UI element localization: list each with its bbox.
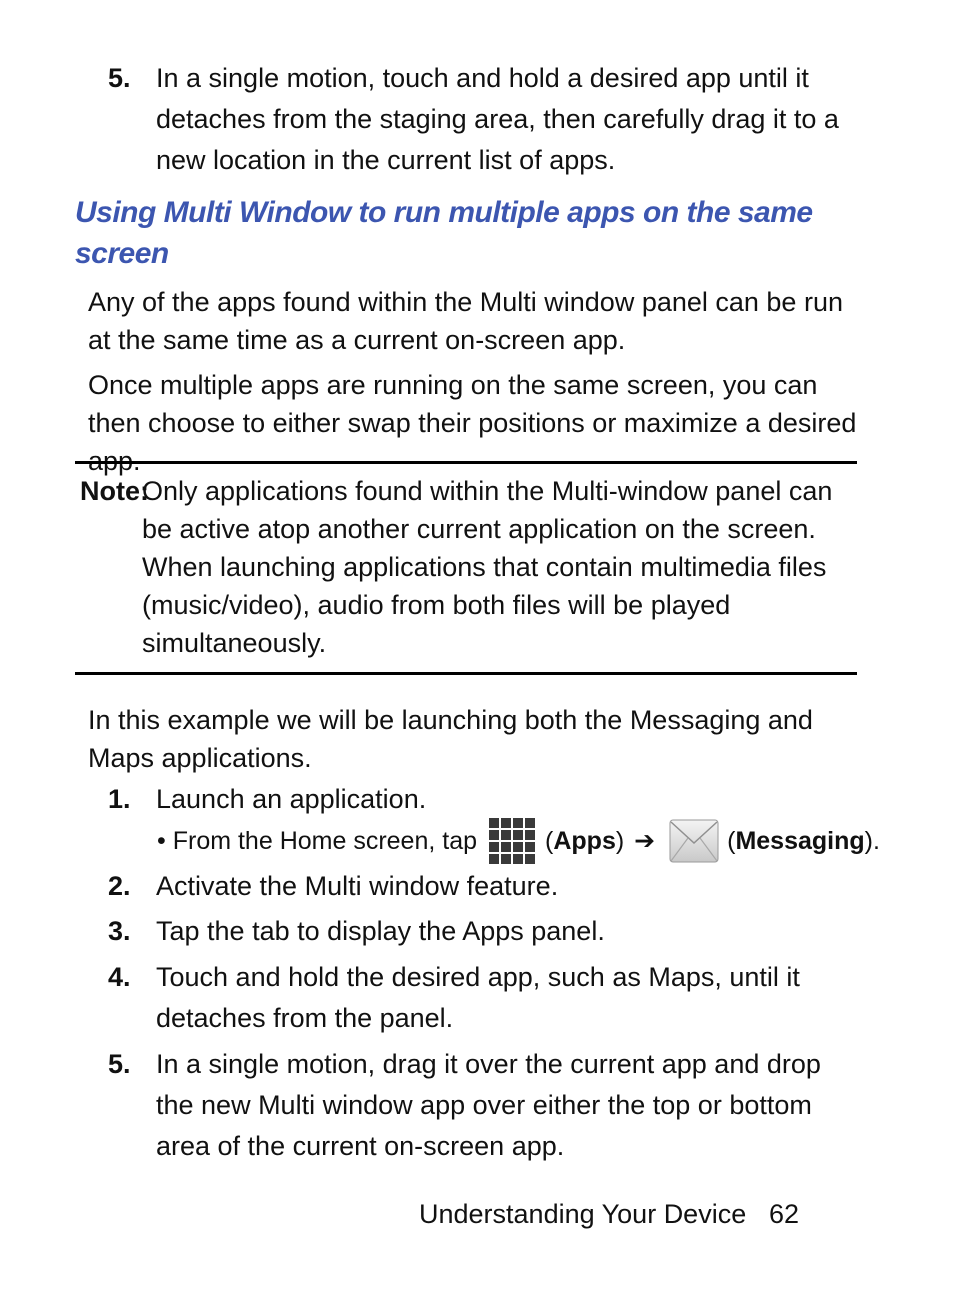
apps-grid-cell	[525, 842, 535, 852]
apps-grid-cell	[513, 818, 523, 828]
note-top-rule	[75, 461, 857, 464]
step-text: Launch an application.	[156, 784, 427, 814]
envelope-icon	[669, 816, 719, 866]
step-number: 3.	[108, 916, 131, 946]
step-number: 2.	[108, 871, 131, 901]
note-bottom-rule	[75, 672, 857, 675]
step-number: 5.	[108, 63, 131, 93]
bullet-marker: •	[157, 827, 166, 855]
apps-grid-cell	[489, 854, 499, 864]
step-number: 1.	[108, 784, 131, 814]
intro-paragraph-2: Once multiple apps are running on the same screen, you can then choose to either swap their positions or maximize a desired app.	[88, 370, 857, 476]
step-text: Tap the tab to display the Apps panel.	[156, 916, 605, 946]
apps-grid-cell	[501, 854, 511, 864]
apps-grid-cell	[513, 830, 523, 840]
apps-grid-icon	[487, 816, 537, 866]
bullet-end: ).	[864, 827, 880, 855]
arrow-icon: ➔	[634, 827, 656, 855]
apps-close-paren: )	[615, 827, 625, 855]
step-number: 5.	[108, 1049, 131, 1079]
example-paragraph: In this example we will be launching both the Messaging and Maps applications.	[88, 705, 813, 773]
section-heading: Using Multi Window to run multiple apps on the same screen	[75, 196, 813, 270]
apps-grid-cell	[501, 818, 511, 828]
apps-grid-cell	[489, 830, 499, 840]
step-1-bullet	[157, 814, 880, 868]
apps-grid-cell	[513, 854, 523, 864]
footer-page-number: 62	[769, 1199, 800, 1229]
messaging-open-paren: (	[727, 827, 736, 855]
apps-grid-cell	[525, 854, 535, 864]
apps-grid-cell	[489, 818, 499, 828]
apps-label: Apps	[553, 827, 616, 855]
note-line-1: Only applications found within the Multi-window panel can be active atop another current application on the screen.	[142, 476, 833, 544]
footer-section-title: Understanding Your Device	[419, 1199, 747, 1229]
intro-paragraph-1: Any of the apps found within the Multi window panel can be run at the same time as a current on-screen app.	[88, 287, 843, 355]
step-text: Activate the Multi window feature.	[156, 871, 559, 901]
apps-grid-cell	[525, 818, 535, 828]
apps-grid-cell	[501, 830, 511, 840]
note-line-2: When launching applications that contain multimedia files (music/video), audio from both files will be played simultaneously.	[142, 552, 827, 658]
step-text: In a single motion, drag it over the current app and drop the new Multi window app over either the top or bottom area of the current on-screen app.	[156, 1049, 821, 1161]
apps-grid-cell	[525, 830, 535, 840]
apps-open-paren: (	[545, 827, 554, 855]
apps-grid-cell	[513, 842, 523, 852]
messaging-label: Messaging	[735, 827, 865, 855]
apps-grid-cell	[501, 842, 511, 852]
apps-grid-cell	[489, 842, 499, 852]
step-number: 4.	[108, 962, 131, 992]
step-text: In a single motion, touch and hold a desired app until it detaches from the staging area, then carefully drag it to a new location in the current list of apps.	[156, 63, 839, 175]
note-label: Note:	[80, 476, 149, 506]
step-text: Touch and hold the desired app, such as Maps, until it detaches from the panel.	[156, 962, 800, 1033]
bullet-prefix: From the Home screen, tap	[172, 827, 478, 855]
